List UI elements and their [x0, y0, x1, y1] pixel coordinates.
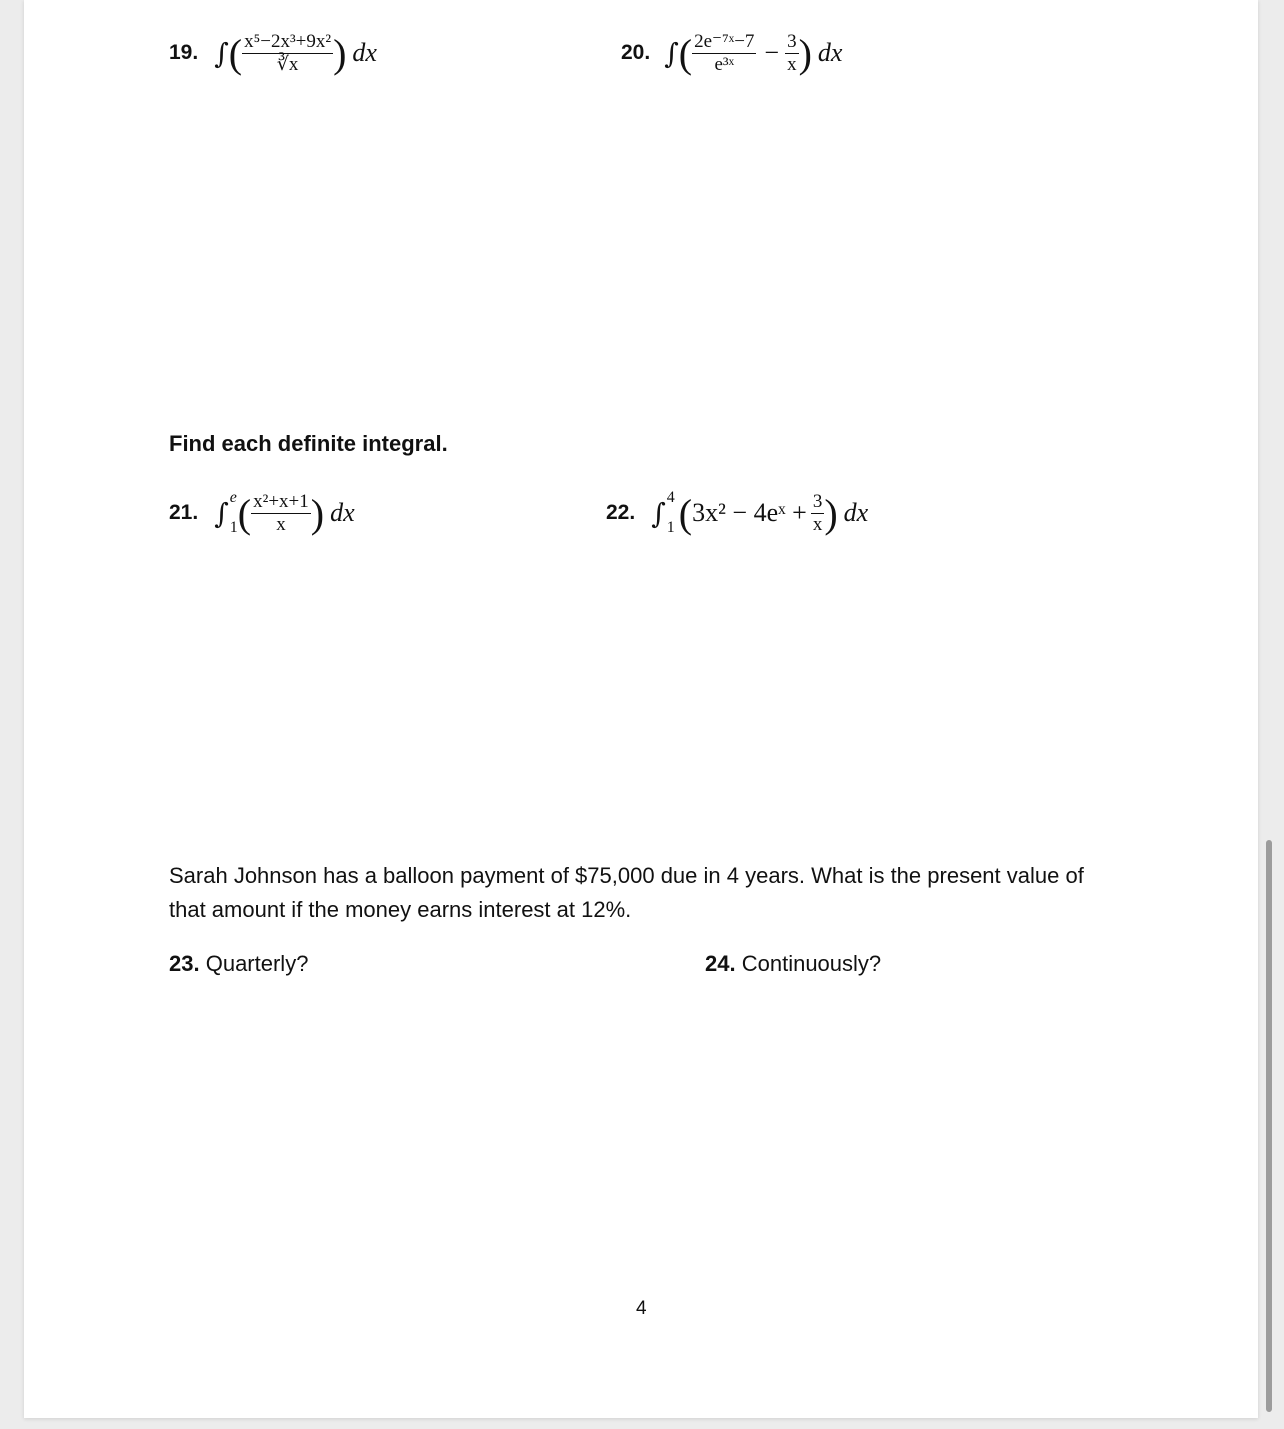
denominator: x [276, 513, 286, 535]
problem-19-label: 19. [169, 41, 199, 64]
differential: dx [352, 38, 377, 67]
problem-20: 20. ∫ ( $\frac{\text{2e⁻⁷ˣ−7}}{\text{e³ˣ}}$ − $\frac{3}{x}$ ) dx [621, 30, 843, 76]
integral-sign: ∫ [664, 36, 679, 70]
denominator: x [812, 513, 823, 535]
problem-19: 19. ∫ ( $\frac{\text{x⁵−2x³+9x²}}{∛x}$ ) dx [169, 30, 377, 76]
question-23 [169, 947, 308, 981]
question-23-label: 23. [169, 951, 200, 976]
question-24-text: Continuously? [741, 951, 882, 976]
numerator: 3 [787, 30, 797, 52]
problem-22-fraction [811, 492, 825, 535]
question-23-text: Quarterly? [205, 951, 309, 976]
problem-22-label: 22. [606, 501, 636, 524]
numerator: x⁵−2x³+9x² [244, 30, 332, 52]
differential: dx [330, 498, 355, 527]
section-heading: Find each definite integral. [169, 431, 448, 456]
problem-20-fraction [692, 32, 756, 75]
numerator: x²+x+1 [253, 490, 309, 512]
document-page [24, 0, 1258, 1418]
vertical-scrollbar[interactable] [1266, 840, 1272, 1412]
problem-19-fraction [242, 32, 333, 75]
integral-limits [230, 490, 238, 536]
denominator: ∛x [276, 53, 299, 75]
integral-limits [667, 490, 675, 536]
word-problem-line-2: that amount if the money earns interest at 12%. [169, 897, 632, 922]
lower-limit: 1 [666, 519, 675, 536]
problem-21-label: 21. [169, 501, 199, 524]
differential: dx [843, 498, 869, 527]
page-number: 4 [636, 1298, 647, 1319]
question-24 [705, 947, 881, 981]
word-problem-line-1: Sarah Johnson has a balloon payment of $75,000 due in 4 years. What is the present value of [169, 863, 1084, 888]
problem-21-fraction [251, 492, 311, 535]
differential: dx [817, 38, 843, 67]
problem-21: 21. ∫ e 1 ( $\frac{\text{x²+x+1}}{x}$ ) dx [169, 489, 355, 536]
numerator: 3 [812, 490, 823, 512]
lower-limit: 1 [229, 519, 238, 536]
denominator: e³ˣ [714, 53, 735, 75]
numerator: 2e⁻⁷ˣ−7 [694, 30, 755, 52]
upper-limit: 4 [666, 489, 675, 506]
minus-sign: − [764, 38, 780, 67]
integral-sign: ∫ [651, 496, 666, 530]
denominator: x [787, 53, 797, 75]
integral-sign: ∫ [214, 36, 229, 70]
integral-sign: ∫ [214, 496, 229, 530]
problem-20-fraction-2 [785, 32, 799, 75]
question-24-label: 24. [705, 951, 736, 976]
upper-limit: e [229, 489, 237, 506]
integrand-expression: 3x² − 4eˣ + [692, 498, 807, 527]
problem-20-label: 20. [621, 41, 651, 64]
word-problem [169, 859, 1129, 927]
problem-22: 22. ∫ 4 1 ( 3x² − 4eˣ + $\frac{3}{x}$ ) dx [606, 489, 869, 536]
